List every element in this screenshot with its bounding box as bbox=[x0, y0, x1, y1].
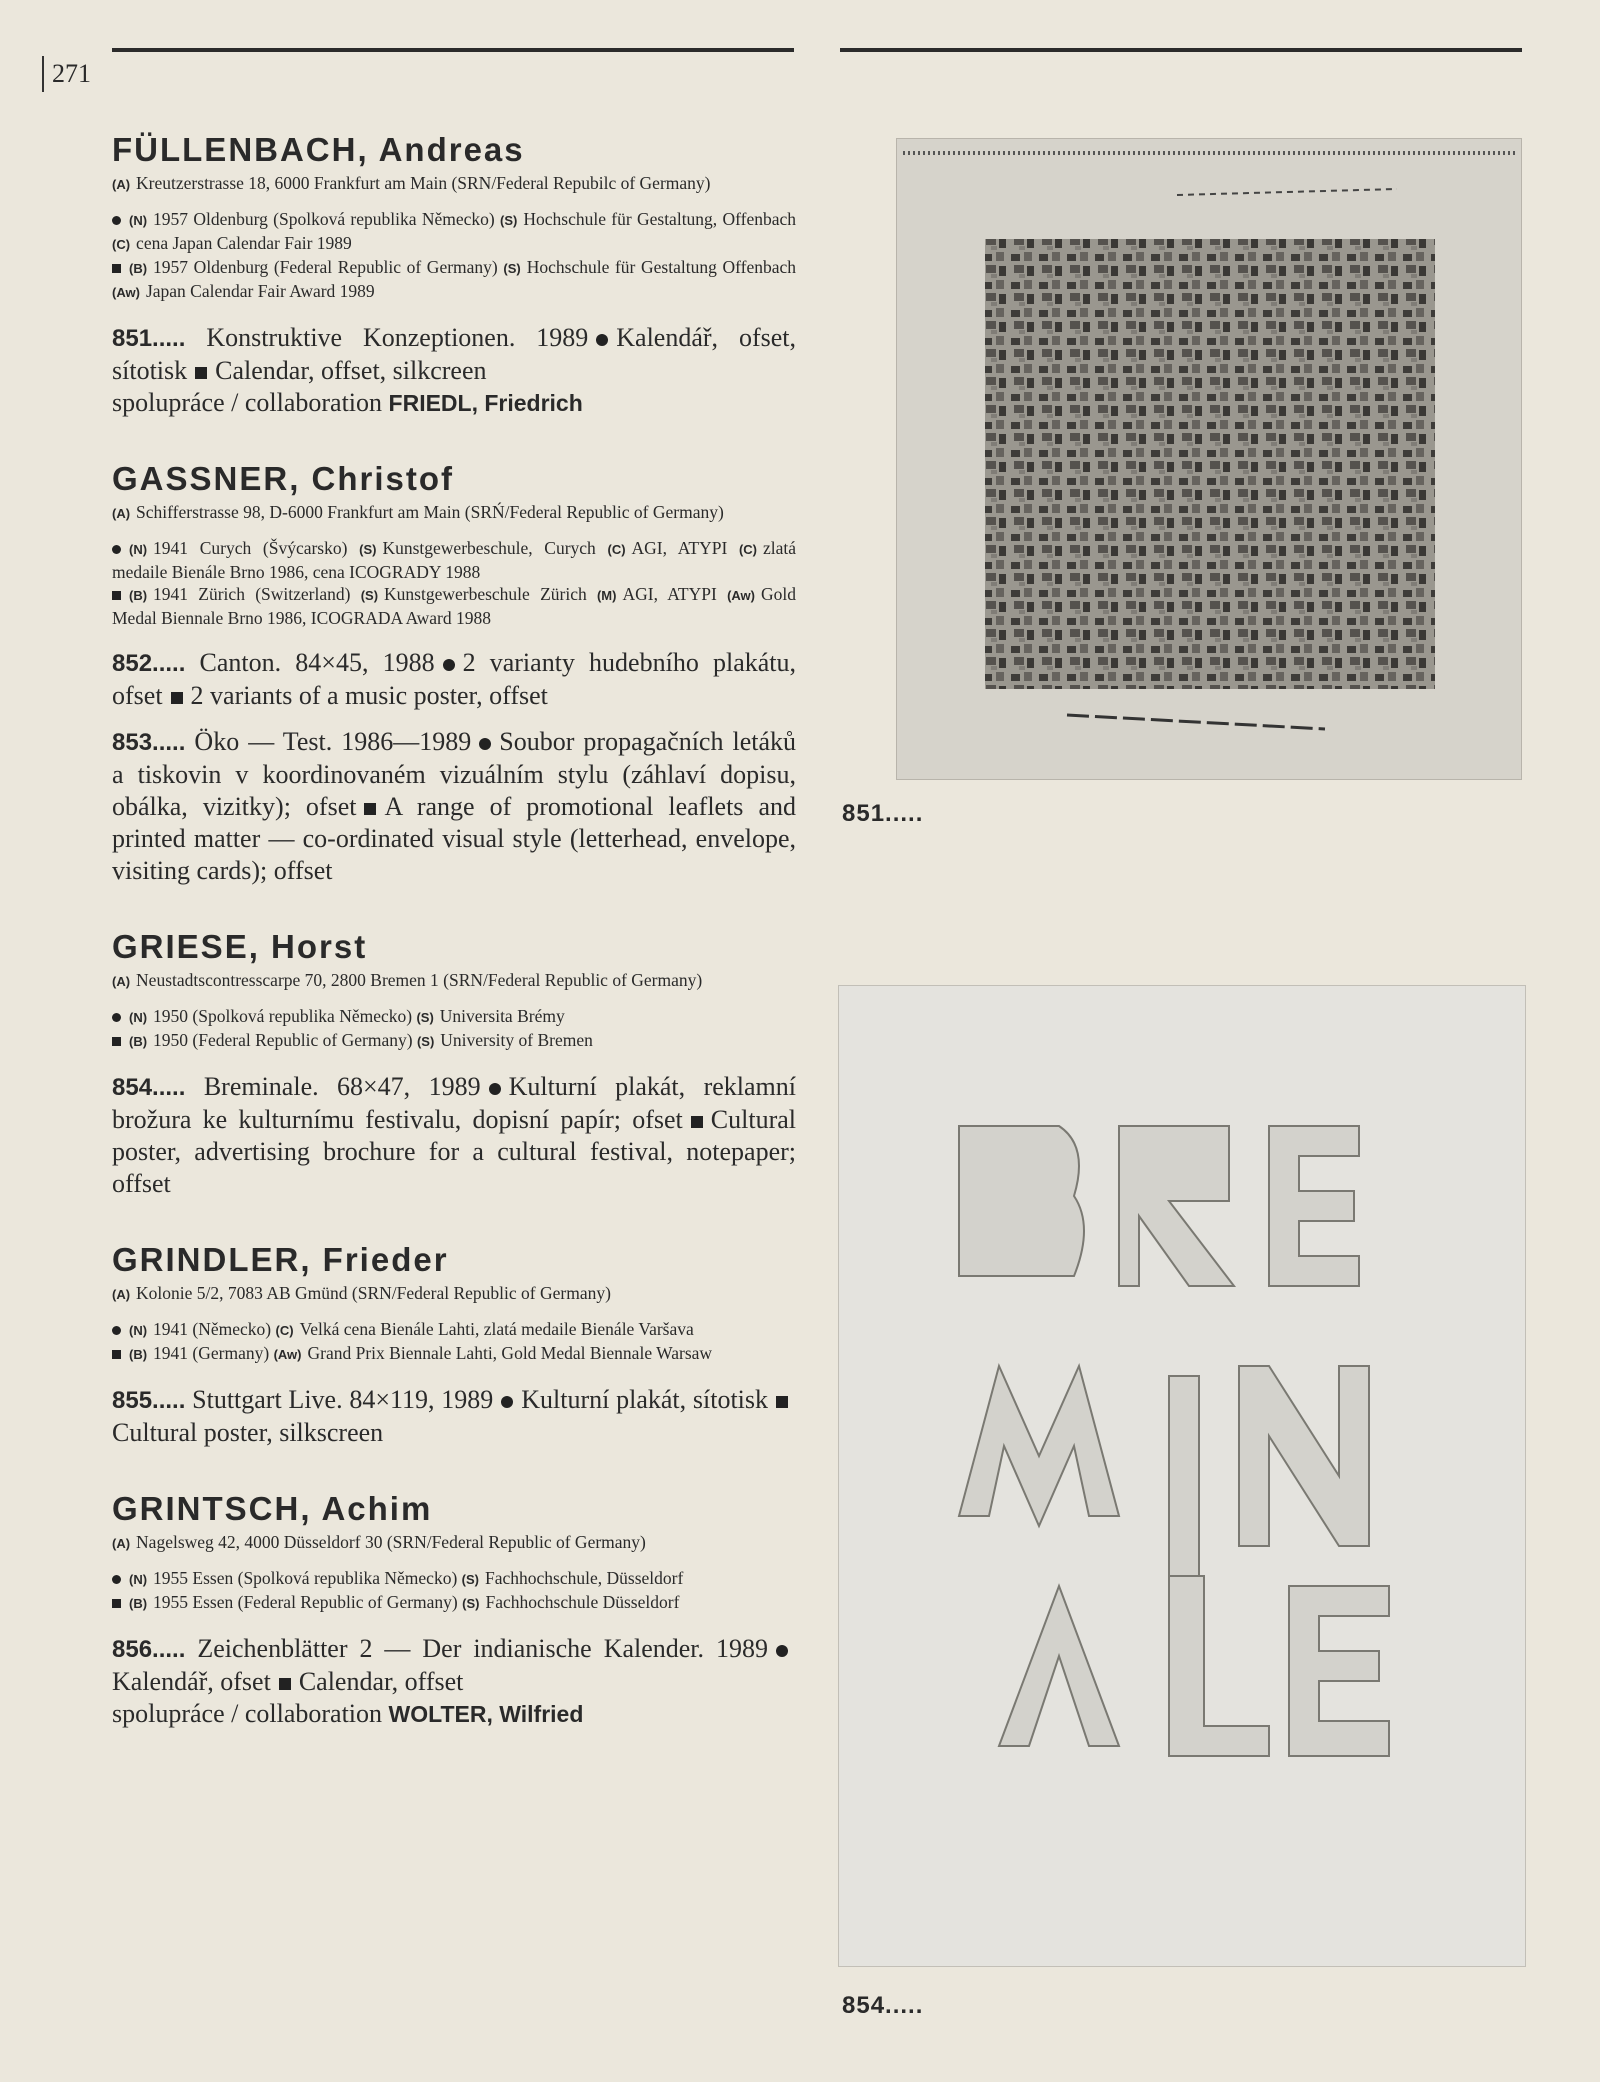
calendar-illustration bbox=[897, 139, 1521, 779]
top-rule-right bbox=[840, 48, 1522, 52]
bio-block bbox=[112, 1005, 796, 1053]
work-852: 852..... Canton. 84×45, 1988 2 varianty hudebního plakátu, ofset 2 variants of a music poster, offset bbox=[112, 648, 796, 710]
artist-name: GRINDLER, Frieder bbox=[112, 1241, 449, 1278]
entries-column bbox=[112, 130, 796, 1770]
bio-cz: (N) 1950 (Spolková republika Německo) (S) Universita Brémy bbox=[112, 1005, 796, 1029]
figure-854-caption: 854..... bbox=[842, 1992, 924, 2019]
entry-gassner bbox=[112, 459, 796, 887]
bio-en: (B) 1957 Oldenburg (Federal Republic of Germany) (S) Hochschule für Gestaltung Offenbach (Aw) Japan Calendar Fair Award 1989 bbox=[112, 257, 797, 301]
artist-name: GRINTSCH, Achim bbox=[112, 1490, 433, 1527]
bio-block bbox=[112, 537, 796, 629]
bio-block bbox=[112, 1567, 796, 1615]
bio-en: (B) 1950 (Federal Republic of Germany) (S) University of Bremen bbox=[112, 1029, 796, 1053]
bio-cz: (N) 1957 Oldenburg (Spolková republika Německo) (S) Hochschule für Gestaltung, Offenbach (C) cena Japan Calendar Fair 1989 bbox=[112, 209, 797, 253]
work-856: 856..... Zeichenblätter 2 — Der indianische Kalender. 1989Kalendář, ofset Calendar, offset spolupráce / collaboration WOLTER, Wilfried bbox=[112, 1633, 796, 1730]
address: (A) Neustadtscontresscarpe 70, 2800 Bremen 1 (SRN/Federal Republic of Germany) bbox=[112, 970, 703, 990]
artist-name: FÜLLENBACH, Andreas bbox=[112, 131, 525, 168]
figure-851-caption: 851..... bbox=[842, 800, 924, 827]
figure-851-calendar bbox=[896, 138, 1522, 780]
artist-name: GRIESE, Horst bbox=[112, 928, 368, 965]
entry-grindler bbox=[112, 1240, 796, 1449]
entry-fullenbach bbox=[112, 130, 796, 419]
work-854: 854..... Breminale. 68×47, 1989 Kulturní plakát, reklamní brožura ke kulturnímu festivalu, dopisní papír; ofset Cultural poster, advertising brochure for a cultural festival, notepaper; offset bbox=[112, 1072, 796, 1198]
bio-cz: (N) 1941 Curych (Švýcarsko) (S) Kunstgewerbeschule, Curych (C) AGI, ATYPI (C) zlatá medaile Bienále Brno 1986, cena ICOGRADY 1988 bbox=[112, 538, 797, 582]
bio-block bbox=[112, 1318, 796, 1366]
address: (A) Kolonie 5/2, 7083 AB Gmünd (SRN/Federal Republic of Germany) bbox=[112, 1283, 611, 1303]
bio-en: (B) 1955 Essen (Federal Republic of Germany) (S) Fachhochschule Düsseldorf bbox=[112, 1591, 796, 1615]
work-853: 853..... Öko — Test. 1986—1989 Soubor propagačních letáků a tiskovin v koordinovaném vizuálním stylu (záhlaví dopisu, obálka, vizitky); ofset A range of promotional leaflets and printed matter — co-ordinated visual style (letterhead, envelope, visiting cards); offset bbox=[112, 727, 797, 885]
bio-cz: (N) 1941 (Německo) (C) Velká cena Bienále Lahti, zlatá medaile Bienále Varšava bbox=[112, 1318, 796, 1342]
entry-grintsch bbox=[112, 1489, 796, 1730]
tag-a: (A) bbox=[112, 177, 131, 192]
address: (A) Kreutzerstrasse 18, 6000 Frankfurt am Main (SRN/Federal Repubilc of Germany) bbox=[112, 173, 711, 193]
bio-cz: (N) 1955 Essen (Spolková republika Německo) (S) Fachhochschule, Düsseldorf bbox=[112, 1567, 796, 1591]
artist-name: GASSNER, Christof bbox=[112, 460, 455, 497]
entry-griese bbox=[112, 927, 796, 1200]
bio-en: (B) 1941 (Germany) (Aw) Grand Prix Biennale Lahti, Gold Medal Biennale Warsaw bbox=[112, 1342, 796, 1366]
work-855: 855..... Stuttgart Live. 84×119, 1989 Kulturní plakát, sítotiskCultural poster, silkscreen bbox=[112, 1384, 796, 1449]
bio-block bbox=[112, 208, 796, 304]
address: (A) Schifferstrasse 98, D-6000 Frankfurt am Main (SRŃ/Federal Republic of Germany) bbox=[112, 502, 724, 522]
bio-en: (B) 1941 Zürich (Switzerland) (S) Kunstgewerbeschule Zürich (M) AGI, ATYPI (Aw) Gold Medal Biennale Brno 1986, ICOGRADA Award 1988 bbox=[112, 584, 797, 628]
top-rule-left bbox=[112, 48, 794, 52]
poster-illustration bbox=[839, 986, 1525, 1966]
figure-854-poster bbox=[838, 985, 1526, 1967]
work-851: 851..... Konstruktive Konzeptionen. 1989 Kalendář, ofset, sítotisk Calendar, offset, silkcreen spolupráce / collaboration FRIEDL, Friedrich bbox=[112, 323, 797, 417]
address: (A) Nagelsweg 42, 4000 Düsseldorf 30 (SRN/Federal Republic of Germany) bbox=[112, 1532, 646, 1552]
page-number: 271 bbox=[42, 56, 91, 92]
